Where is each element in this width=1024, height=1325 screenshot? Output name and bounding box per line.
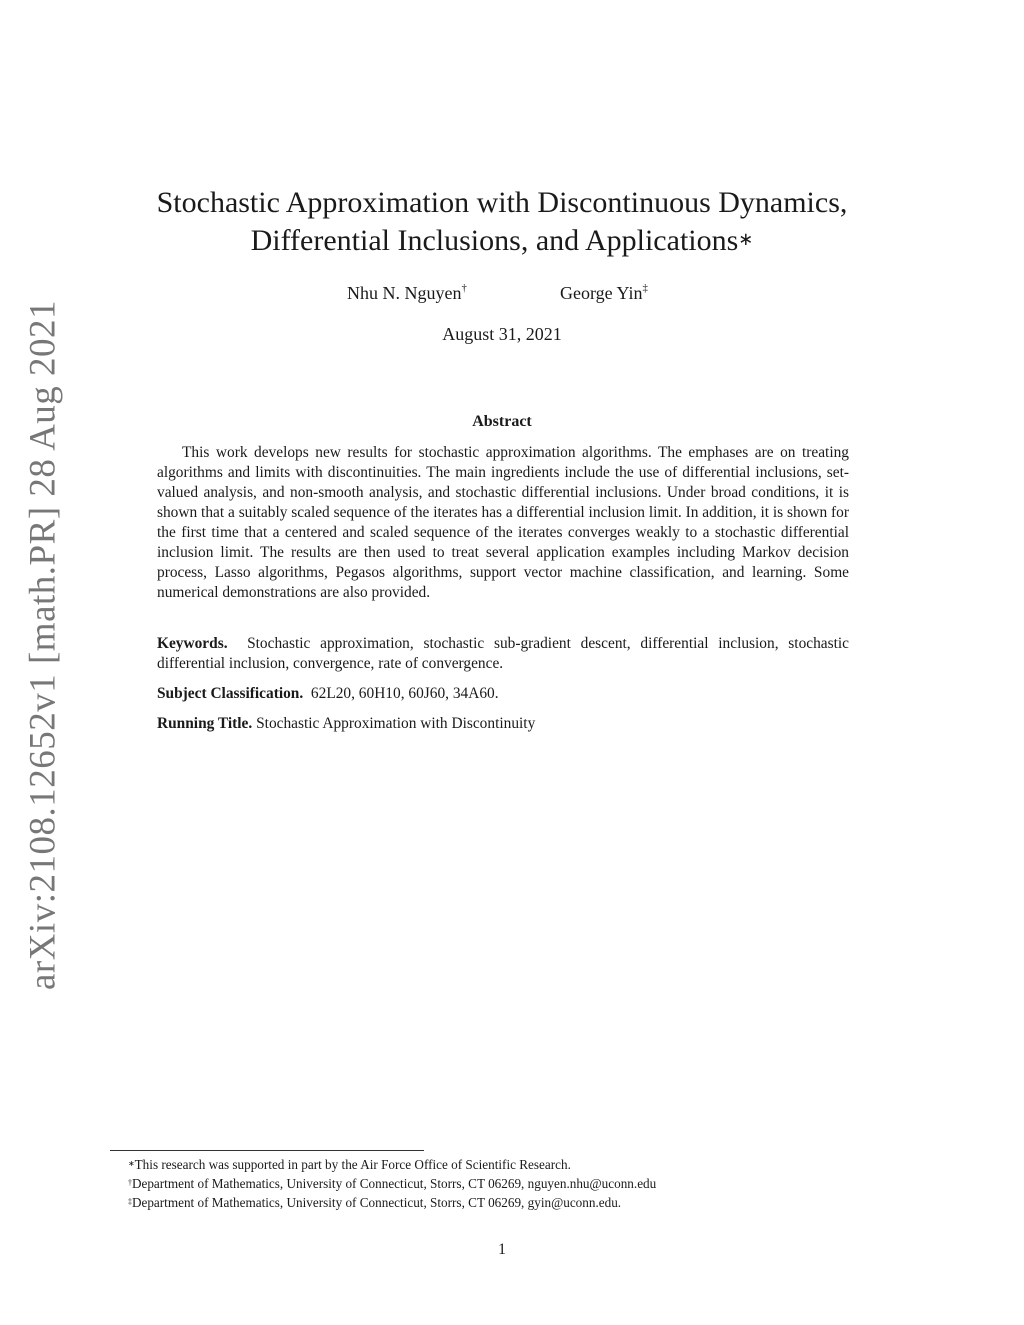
paper-date: August 31, 2021 <box>442 324 562 344</box>
author-footnote-mark[interactable]: † <box>461 281 467 294</box>
footnote-mark: ∗ <box>128 1159 135 1169</box>
title-line-2-text: Differential Inclusions, and Applications <box>250 224 739 257</box>
footnote-funding <box>128 1155 848 1174</box>
title-line-2 <box>150 222 854 260</box>
author-name: Nhu N. Nguyen <box>347 283 462 303</box>
footnote-text: This research was supported in part by the Air Force Office of Scientific Research. <box>134 1157 571 1172</box>
keywords-section <box>157 634 849 674</box>
footnotes <box>128 1155 848 1212</box>
subject-classification-label: Subject Classification. <box>157 685 304 702</box>
paper-title <box>150 184 854 260</box>
footnote-text: Department of Mathematics, University of Connecticut, Storrs, CT 06269, nguyen.nhu@uconn.edu <box>131 1176 657 1191</box>
running-title-label: Running Title. <box>157 715 253 732</box>
author-nguyen <box>347 283 467 304</box>
footnote-nguyen-affiliation <box>128 1174 848 1193</box>
arxiv-identifier-stamp[interactable]: arXiv:2108.12652v1 [math.PR] 28 Aug 2021 <box>22 299 64 991</box>
footnote-yin-affiliation <box>128 1193 848 1212</box>
author-name: George Yin <box>560 283 643 303</box>
footnote-text: Department of Mathematics, University of Connecticut, Storrs, CT 06269, gyin@uconn.edu. <box>131 1195 622 1210</box>
title-line-1: Stochastic Approximation with Discontinuous Dynamics, <box>156 186 848 219</box>
footnote-mark: ‡ <box>128 1197 132 1207</box>
title-footnote-mark[interactable]: ∗ <box>738 229 754 250</box>
running-title-section <box>157 714 849 734</box>
keywords-text: Stochastic approximation, stochastic sub-gradient descent, differential inclusion, stochastic differential inclusion, convergence, rate of convergence. <box>157 635 849 672</box>
footnote-mark: † <box>128 1178 132 1188</box>
running-title-text: Stochastic Approximation with Discontinuity <box>256 715 536 732</box>
subject-classification-text: 62L20, 60H10, 60J60, 34A60. <box>310 685 499 702</box>
page-number: 1 <box>498 1241 506 1258</box>
author-yin <box>560 283 648 304</box>
keywords-label: Keywords. <box>157 635 228 652</box>
abstract-text: This work develops new results for stochastic approximation algorithms. The emphases are on treating algorithms and limits with discontinuities. The main ingredients include the use of differential inclusions, set-valued analysis, and non-smooth analysis, and stochastic differential inclusions. Under broad conditions, it is shown that a suitably scaled sequence of the iterates has a differential inclusion limit. In addition, it is shown for the first time that a centered and scaled sequence of the iterates converges weakly to a stochastic differential inclusion limit. The results are then used to treat several application examples including Markov decision process, Lasso algorithms, Pegasos algorithms, support vector machine classification, and learning. Some numerical demonstrations are also provided. <box>157 444 849 601</box>
subject-classification-section <box>157 684 849 704</box>
abstract-heading: Abstract <box>472 413 532 430</box>
footnote-divider <box>110 1150 424 1151</box>
author-footnote-mark[interactable]: ‡ <box>642 281 648 294</box>
